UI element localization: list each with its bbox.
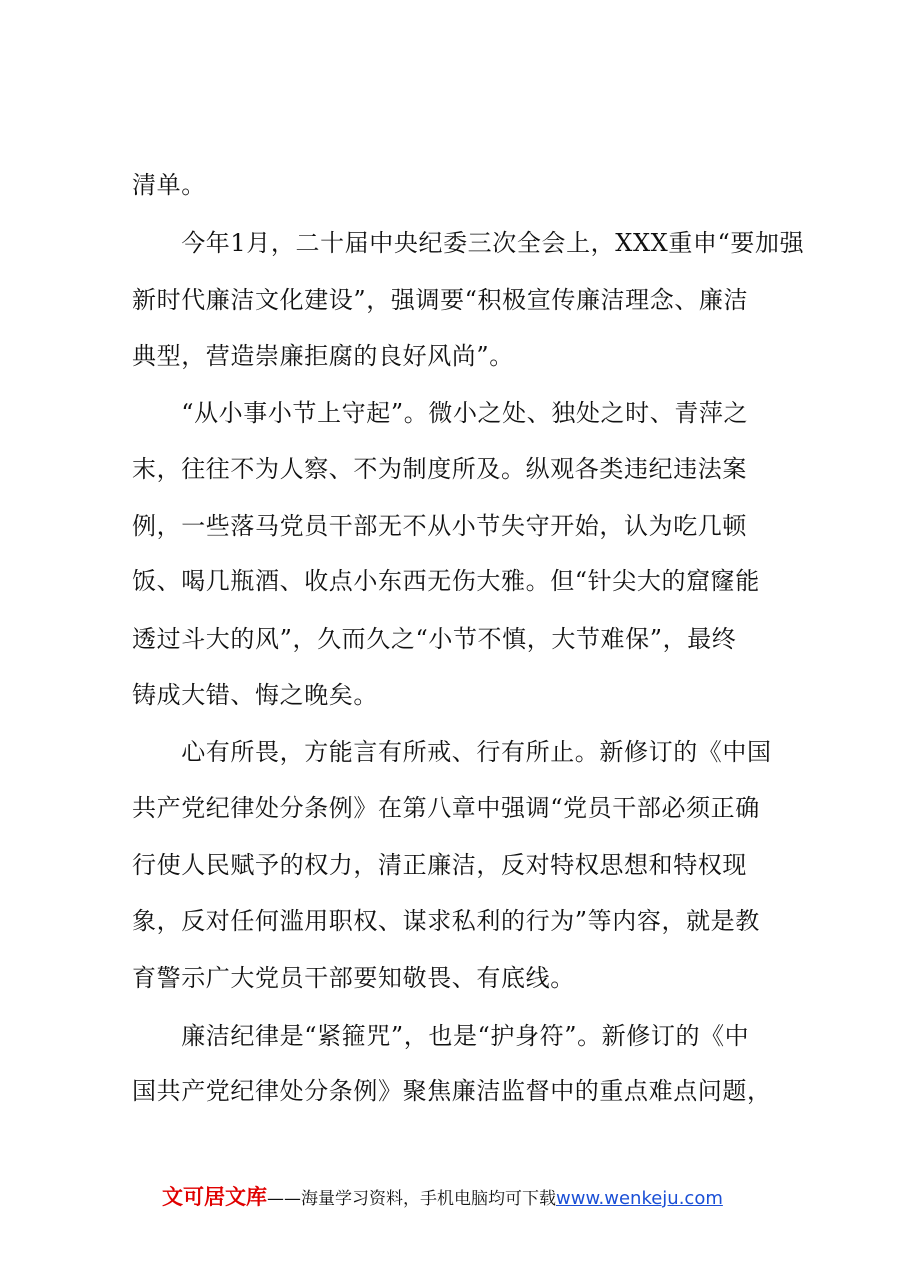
brand-name: 文可居文库 bbox=[162, 1185, 267, 1209]
text-line: 心有所畏，方能言有所戒、行有所止。新修订的《中国 bbox=[132, 738, 772, 766]
text-line: “从小事小节上守起”。微小之处、独处之时、青萍之 bbox=[132, 399, 749, 427]
text-line: 育警示广大党员干部要知敬畏、有底线。 bbox=[132, 964, 575, 992]
page-footer bbox=[162, 1182, 723, 1212]
text-line: 典型，营造崇廉拒腐的良好风尚”。 bbox=[132, 342, 514, 370]
website-link[interactable]: www.wenkeju.com bbox=[556, 1188, 723, 1209]
text-line: 共产党纪律处分条例》在第八章中强调“党员干部必须正确 bbox=[132, 794, 760, 822]
text-line: 铸成大错、悔之晚矣。 bbox=[132, 681, 378, 709]
text-line: 象，反对任何滥用职权、谋求私利的行为”等内容，就是教 bbox=[132, 907, 760, 935]
text-line: 新时代廉洁文化建设”，强调要“积极宣传廉洁理念、廉洁 bbox=[132, 286, 749, 314]
text-line: 透过斗大的风”，久而久之“小节不慎，大节难保”，最终 bbox=[132, 625, 737, 653]
text-line: 清单。 bbox=[132, 171, 206, 199]
text-line: 饭、喝几瓶酒、收点小东西无伤大雅。但“针尖大的窟窿能 bbox=[132, 567, 760, 595]
text-line: 例，一些落马党员干部无不从小节失守开始，认为吃几顿 bbox=[132, 512, 747, 540]
text-line: 末，往往不为人察、不为制度所及。纵观各类违纪违法案 bbox=[132, 455, 747, 483]
text-line: 廉洁纪律是“紧箍咒”，也是“护身符”。新修订的《中 bbox=[132, 1022, 750, 1050]
text-line: 行使人民赋予的权力，清正廉洁，反对特权思想和特权现 bbox=[132, 851, 747, 879]
text-line: 今年1月，二十届中央纪委三次全会上，XXX重申“要加强 bbox=[132, 229, 805, 257]
footer-tagline: ——海量学习资料，手机电脑均可下载 bbox=[267, 1189, 556, 1209]
text-line: 国共产党纪律处分条例》聚焦廉洁监督中的重点难点问题， bbox=[132, 1077, 772, 1105]
